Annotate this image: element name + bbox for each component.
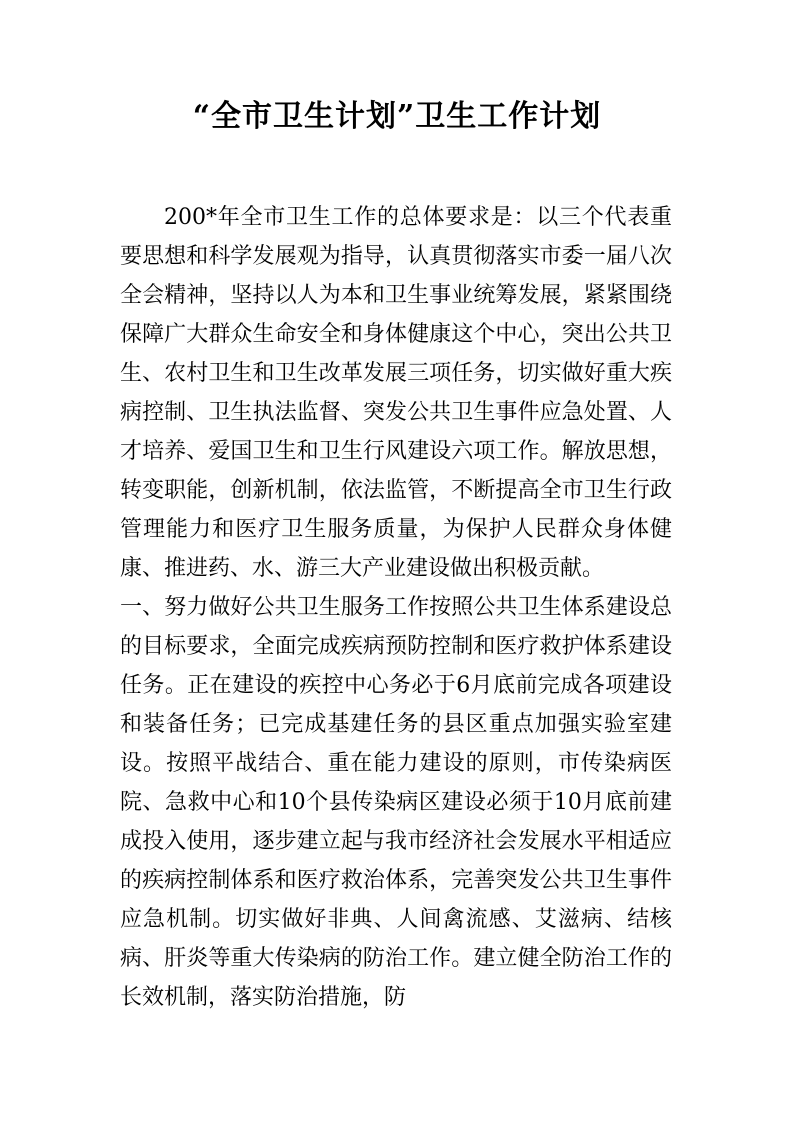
document-title: “全市卫生计划”卫生工作计划 [192,99,602,134]
paragraph-general-requirements: 200*年全市卫生工作的总体要求是：以三个代表重要思想和科学发展观为指导，认真贯彻落实市委一届八次全会精神，坚持以人为本和卫生事业统筹发展，紧紧围绕保障广大群众生命安全和身体健康这个中心，突出公共卫生、农村卫生和卫生改革发展三项任务，切实做好重大疾病控制、卫生执法监督、突发公共卫生事件应急处置、人才培养、爱国卫生和卫生行风建设六项工作。解放思想，转变职能，创新机制，依法监管，不断提高全市卫生行政管理能力和医疗卫生服务质量，为保护人民群众身体健康、推进药、水、游三大产业建设做出积极贡献。 [120,205,672,581]
paragraph-public-health-services: 一、努力做好公共卫生服务工作按照公共卫生体系建设总的目标要求，全面完成疾病预防控制和医疗救护体系建设任务。正在建设的疾控中心务必于6月底前完成各项建设和装备任务；已完成基建任务的县区重点加强实验室建设。按照平战结合、重在能力建设的原则，市传染病医院、急救中心和10个县传染病区建设必须于10月底前建成投入使用，逐步建立起与我市经济社会发展水平相适应的疾病控制体系和医疗救治体系，完善突发公共卫生事件应急机制。切实做好非典、人间禽流感、艾滋病、结核病、肝炎等重大传染病的防治工作。建立健全防治工作的长效机制，落实防治措施，防 [120,595,672,1010]
document-body [120,198,672,1017]
